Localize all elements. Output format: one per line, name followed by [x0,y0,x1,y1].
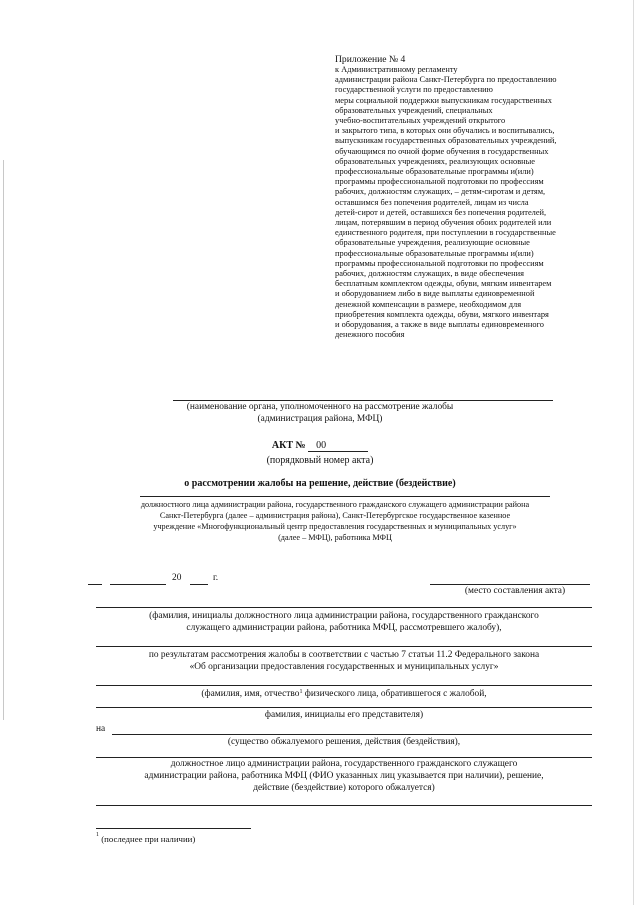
final-line [96,805,592,806]
appendix-line: меры социальной поддержки выпускникам государственных [335,95,552,105]
appendix-line: государственной услуги по предоставлению [335,85,493,95]
appendix-line: оставшимся без попечения родителей, лицам из числа [335,197,529,207]
act-number: 00 [308,440,368,452]
appendix-line: детей-сирот и детей, оставшихся без попечения родителей, [335,207,547,217]
appendix-line: программы профессиональной подготовки по профессиям [335,258,544,268]
footnote-rule [96,828,251,829]
subject-caption-line: должностного лица администрации района, государственного гражданского служащего администрации района [140,500,530,509]
applicant-caption-text: (фамилия, имя, отчество [201,689,300,699]
appealed-caption-line: должностное лицо администрации района, государственного гражданского служащего [170,759,518,769]
subject-caption-line: (далее – МФЦ), работника МФЦ [278,533,392,542]
subject-line [140,496,550,497]
representative-line [96,707,592,708]
appendix-line: лицам, потерявшим в период обучения обоих родителей или [335,218,552,228]
date-day-line [88,584,102,585]
date-year-line [190,584,208,585]
decision-line [112,734,592,735]
appendix-line: денежного пособия [335,330,405,340]
appendix-line: единственного родителя, при поступлении в государственные [335,228,556,238]
appendix-line: денежной компенсации в размере, необходимом для [335,299,522,309]
footnote-text: (последнее при наличии) [99,834,196,844]
act-label: АКТ № [271,440,306,451]
appealed-caption-line: администрации района, работника МФЦ (ФИО указанных лиц указывается при наличии), решение, [144,771,544,781]
appendix-line: образовательных учреждениях, реализующих основные [335,156,535,166]
appendix-line: профессиональные образовательные программы и(или) [335,248,534,258]
act-number-caption: (порядковый номер акта) [266,455,374,466]
date-month-line [110,584,166,585]
organ-caption-2: (администрация района, МФЦ) [257,414,383,424]
applicant-caption-rest: физического лица, обратившегося с жалобой, [302,689,487,699]
appendix-line: и оборудованием либо в виде выплаты единовременной [335,289,535,299]
footnote-marker: 1 [96,832,99,838]
official-caption-line: (фамилия, инициалы должностного лица администрации района, государственного гражданского [149,611,539,621]
appendix-line: к Административному регламенту [335,65,458,74]
decision-caption: (существо обжалуемого решения, действия (бездействия), [227,737,461,747]
footnote-ref: 1 [299,689,303,695]
date-year-suffix: г. [213,573,219,583]
appendix-line: администрации района Санкт-Петербурга по предоставлению [335,75,557,85]
appendix-line: программы профессиональной подготовки по профессиям [335,177,544,187]
official-line [96,607,592,608]
place-caption: (место составления акта) [464,586,566,596]
appendix-line: профессиональные образовательные программы и(или) [335,167,534,177]
appendix-title: Приложение № 4 [335,54,406,65]
appendix-line: приобретения комплекта одежды, обуви, мягкого инвентаря [335,309,549,319]
representative-caption: фамилия, инициалы его представителя) [264,710,424,720]
appendix-line: выпускникам государственных образовательных учреждений, [335,136,557,146]
date-year-prefix: 20 [172,573,182,583]
appendix-line: и оборудования, а также в виде выплаты единовременного [335,320,544,330]
official-caption-line: служащего администрации района, работника МФЦ, рассмотревшего жалобу), [186,623,502,633]
appendix-line: бесплатным комплектом одежды, обуви, мягким инвентарем [335,279,552,289]
place-line [430,584,590,585]
organ-caption: (наименование органа, уполномоченного на рассмотрение жалобы [186,402,454,412]
appendix-line: и закрытого типа, в которых они обучались и воспитывались, [335,126,555,136]
subject-title: о рассмотрении жалобы на решение, действие (бездействие) [184,478,456,489]
official-line-2 [96,646,592,647]
organ-name-line [173,400,553,401]
scan-edge-right [633,0,634,905]
appendix-line: обучающимся по очной форме обучения в государственных [335,146,549,156]
applicant-caption [96,689,592,700]
subject-caption-line: Санкт-Петербурга (далее – администрация района), Санкт-Петербургское государственное казенное [159,511,511,520]
applicant-line [96,685,592,686]
results-text-line: по результатам рассмотрения жалобы в соответствии с частью 7 статьи 11.2 Федерального закона [148,650,540,660]
appendix-block [335,54,600,340]
appendix-line: рабочих, должностям служащих, – детям-сиротам и детям, [335,187,546,197]
on-label: на [96,724,106,734]
act-heading [0,440,640,452]
appendix-line: образовательных учреждений, специальных [335,105,493,115]
footnote [96,834,195,844]
appealed-caption-line: действие (бездействие) которого обжалуется) [253,783,435,793]
appealed-line [96,757,592,758]
appendix-line: учебно-воспитательных учреждений открытого [335,116,506,126]
appendix-line: рабочих, должностям служащих, в виде обеспечения [335,269,524,279]
appendix-line: образовательные учреждения, реализующие основные [335,238,530,248]
results-text-line: «Об организации предоставления государственных и муниципальных услуг» [189,662,499,672]
subject-caption-line: учреждение «Многофункциональный центр предоставления государственных и муниципальных услуг» [153,522,517,531]
